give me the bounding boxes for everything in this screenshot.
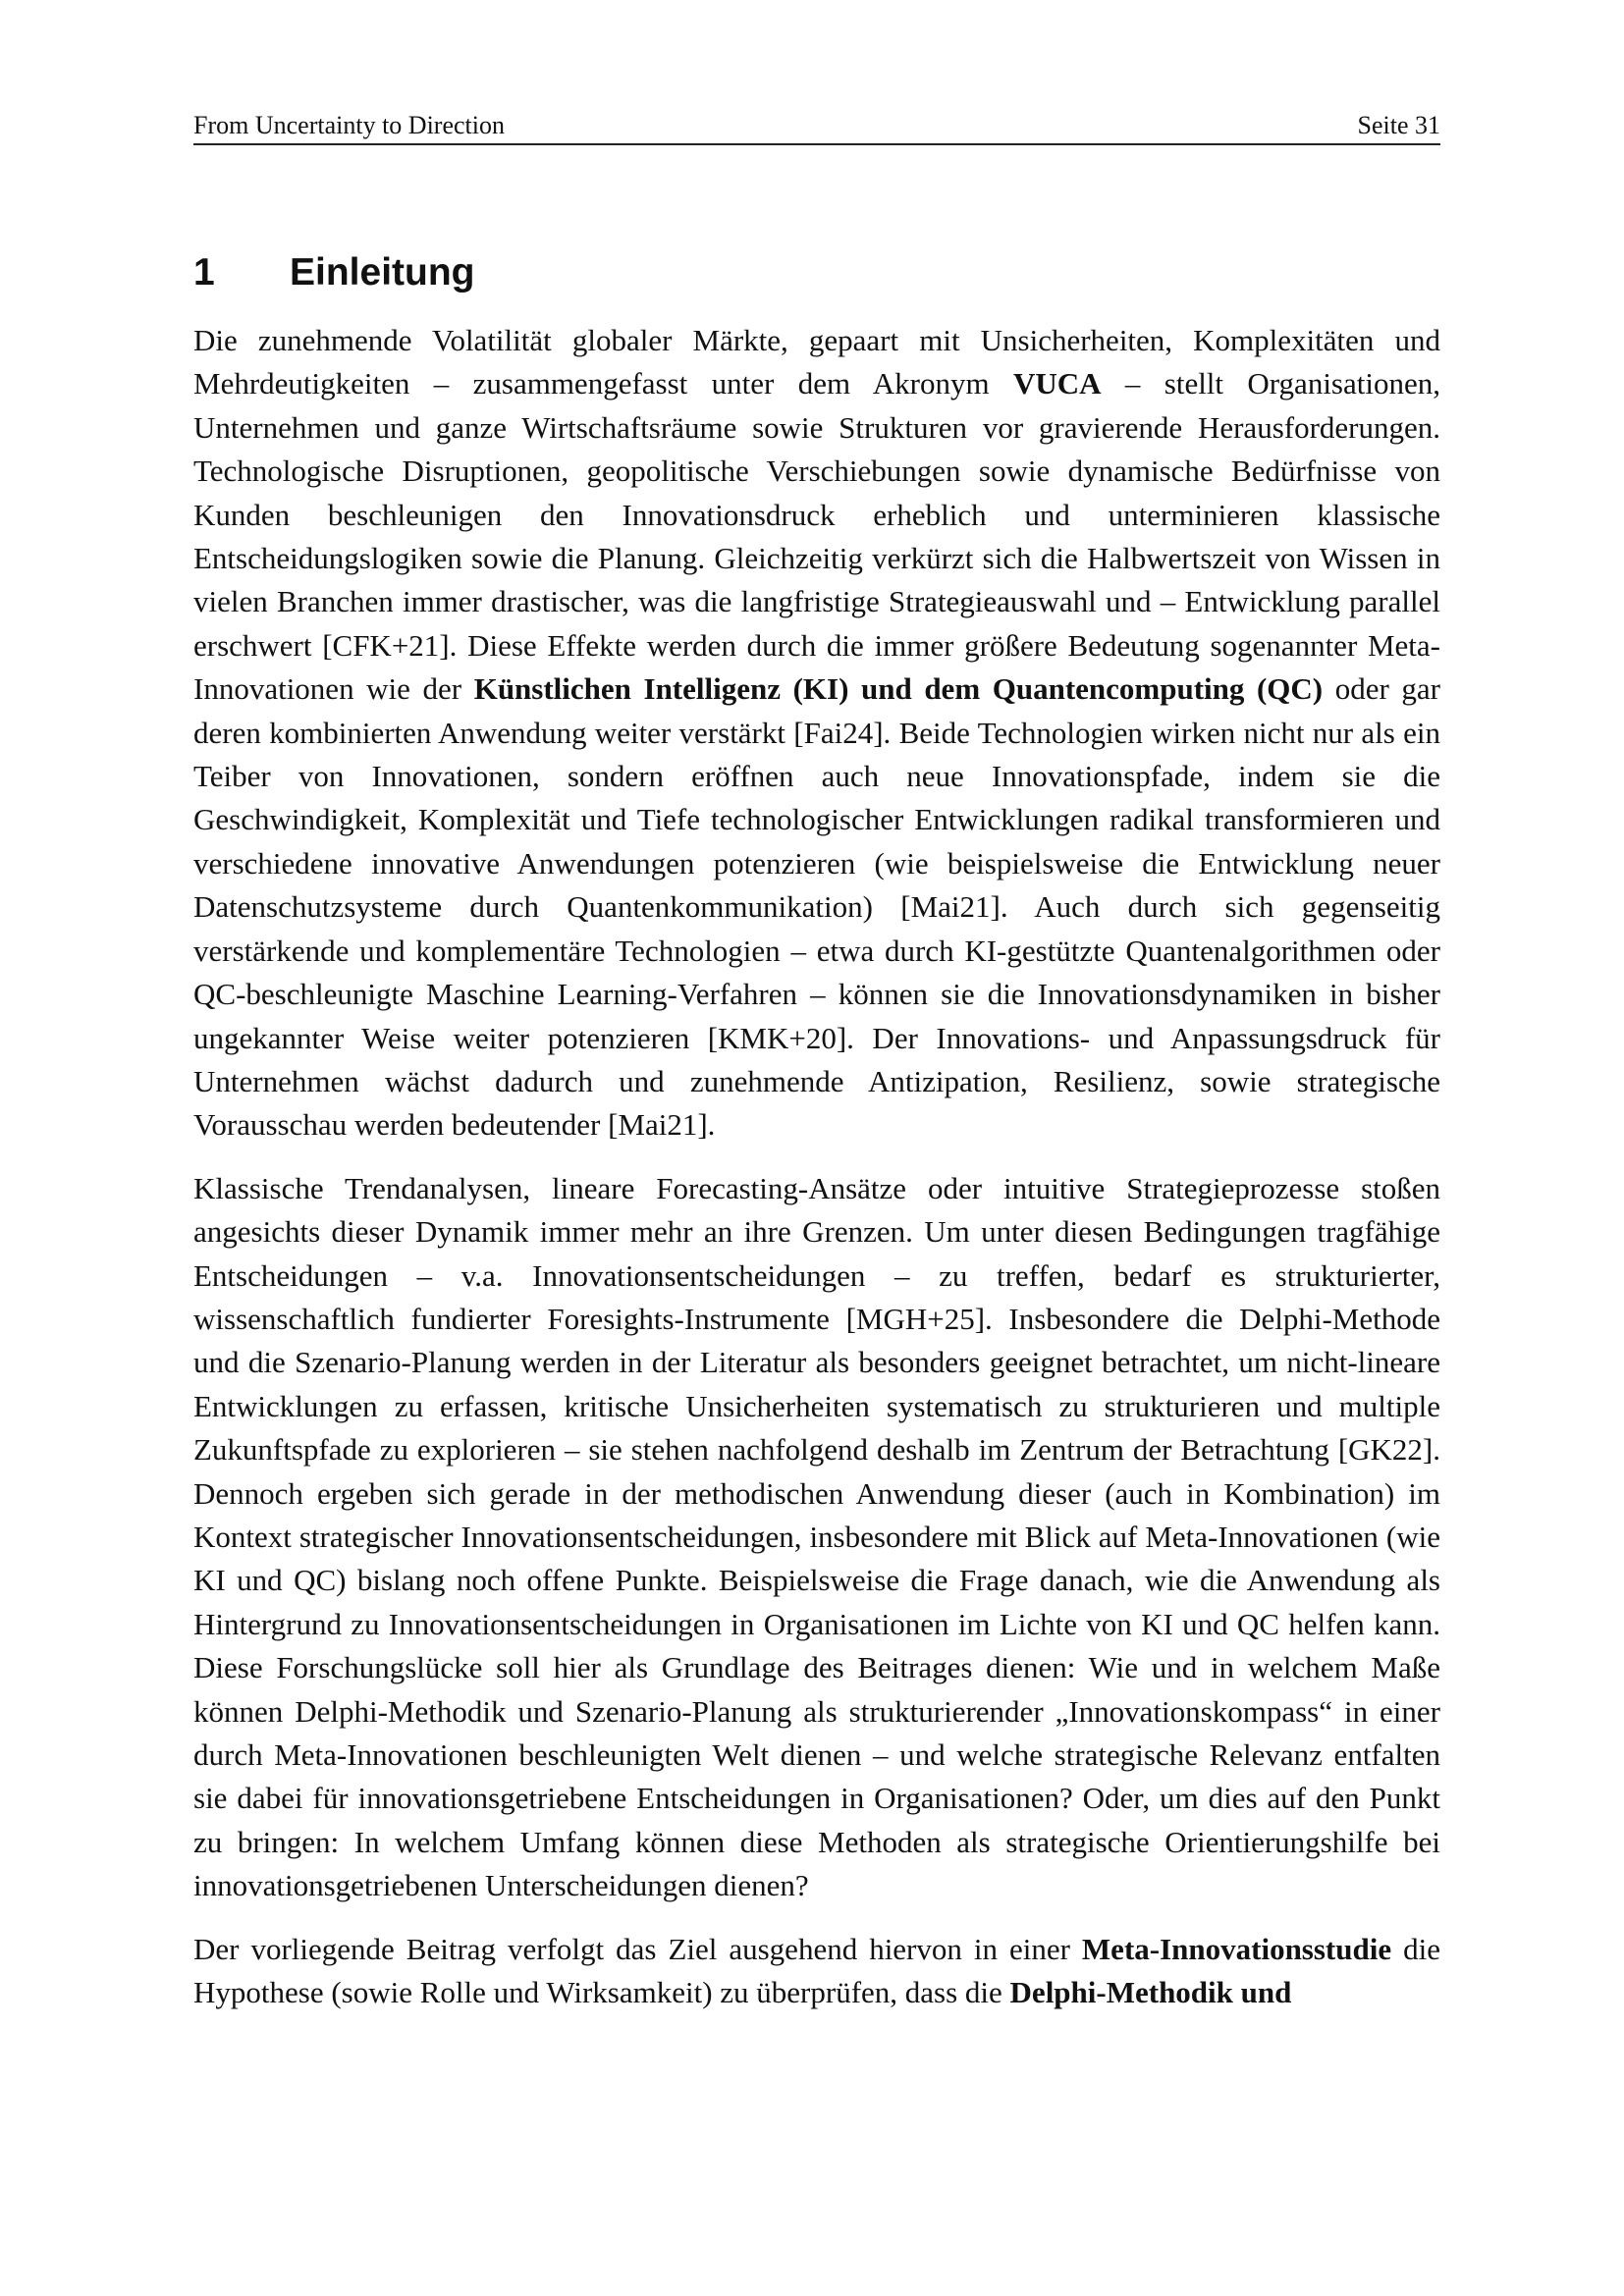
page-number: Seite 31 bbox=[1357, 111, 1440, 139]
paragraph-1-text-c: oder gar deren kombinierten Anwendung weiter verstärkt [Fai24]. Beide Technologien wirken nicht nur als ein Teiber von Innovationen, sondern eröffnen auch neue Innovationspfade, indem sie die Geschwindigkeit, Komplexität und Tiefe technologischer Entwicklungen radikal transformieren und verschiedene innovative Anwendungen potenzieren (wie beispielsweise die Entwicklung neuer Datenschutzsysteme durch Quantenkommunikation) [Mai21]. Auch durch sich gegenseitig verstärkende und komplementäre Technologien – etwa durch KI-gestützte Quantenalgorithmen oder QC-beschleunigte Maschine Learning-Verfahren – können sie die Innovationsdynamiken in bisher ungekannter Weise weiter potenzieren [KMK+20]. Der Innovations- und Anpassungsdruck für Unternehmen wächst dadurch und zunehmende Antizipation, Resilienz, sowie strategische Vorausschau werden bedeutender [Mai21]. bbox=[193, 671, 1440, 1143]
section-number: 1 bbox=[193, 251, 215, 294]
paragraph-2: Klassische Trendanalysen, lineare Forecasting-Ansätze oder intuitive Strategieprozesse stoßen angesichts dieser Dynamik immer mehr an ihre Grenzen. Um unter diesen Bedingungen tragfähige Entscheidungen – v.a. Innovationsentscheidungen – zu treffen, bedarf es strukturierter, wissenschaftlich fundierter Foresights-Instrumente [MGH+25]. Insbesondere die Delphi-Methode und die Szenario-Planung werden in der Literatur als besonders geeignet betrachtet, um nicht-lineare Entwicklungen zu erfassen, kritische Unsicherheiten systematisch zu strukturieren und multiple Zukunftspfade zu explorieren – sie stehen nachfolgend deshalb im Zentrum der Betrachtung [GK22]. Dennoch ergeben sich gerade in der methodischen Anwendung dieser (auch in Kombination) im Kontext strategischer Innovationsentscheidungen, insbesondere mit Blick auf Meta-Innovationen (wie KI und QC) bislang noch offene Punkte. Beispielsweise die Frage danach, wie die Anwendung als Hintergrund zu Innovationsentscheidungen in Organisationen im Lichte von KI und QC helfen kann. Diese Forschungslücke soll hier als Grundlage des Beitrages dienen: Wie und in welchem Maße können Delphi-Methodik und Szenario-Planung als strukturierender „Innovationskompass“ in einer durch Meta-Innovationen beschleunigten Welt dienen – und welche strategische Relevanz entfalten sie dabei für innovationsgetriebene Entscheidungen in Organisationen? Oder, um dies auf den Punkt zu bringen: In welchem Umfang können diese Methoden als strategische Orientierungshilfe bei innovationsgetriebenen Unterscheidungen dienen? bbox=[193, 1170, 1440, 1903]
paragraph-1 bbox=[193, 319, 1440, 1148]
paragraph-3-text-a: Der vorliegende Beitrag verfolgt das Ziel ausgehend hiervon in einer bbox=[193, 1931, 1082, 1966]
header-title: From Uncertainty to Direction bbox=[193, 111, 505, 139]
paragraph-3-text-b: die Hypothese (sowie Rolle und Wirksamkeit) zu überprüfen, dass die bbox=[193, 1931, 1440, 2010]
section-heading bbox=[193, 247, 475, 298]
paragraph-3-bold-study: Meta-Innovationsstudie bbox=[1081, 1931, 1392, 1966]
paragraph-1-text-a: Die zunehmende Volatilität globaler Märkte, gepaart mit Unsicherheiten, Komplexitäten und Mehrdeutigkeiten – zusammengefasst unter dem Akronym bbox=[193, 323, 1440, 401]
section-title: Einleitung bbox=[290, 251, 475, 294]
running-header bbox=[193, 108, 1440, 145]
paragraph-3-bold-delphi: Delphi-Methodik und bbox=[1009, 1975, 1292, 2010]
paragraph-3 bbox=[193, 1928, 1440, 2015]
paragraph-1-bold-ki-qc: Künstlichen Intelligenz (KI) und dem Quantencomputing (QC) bbox=[473, 671, 1324, 707]
paragraph-1-text-b: – stellt Organisationen, Unternehmen und ganze Wirtschaftsräume sowie Strukturen vor gravierende Herausforderungen. Technologische Disruptionen, geopolitische Verschiebungen sowie dynamische Bedürfnisse von Kunden beschleunigen den Innovationsdruck erheblich und unterminieren klassische Entscheidungslogiken sowie die Planung. Gleichzeitig verkürzt sich die Halbwertszeit von Wissen in vielen Branchen immer drastischer, was die langfristige Strategieauswahl und – Entwicklung parallel erschwert [CFK+21]. Diese Effekte werden durch die immer größere Bedeutung sogenannter Meta-Innovationen wie der bbox=[193, 366, 1440, 707]
paragraph-1-bold-vuca: VUCA bbox=[1012, 366, 1102, 401]
body-text bbox=[193, 319, 1440, 2034]
